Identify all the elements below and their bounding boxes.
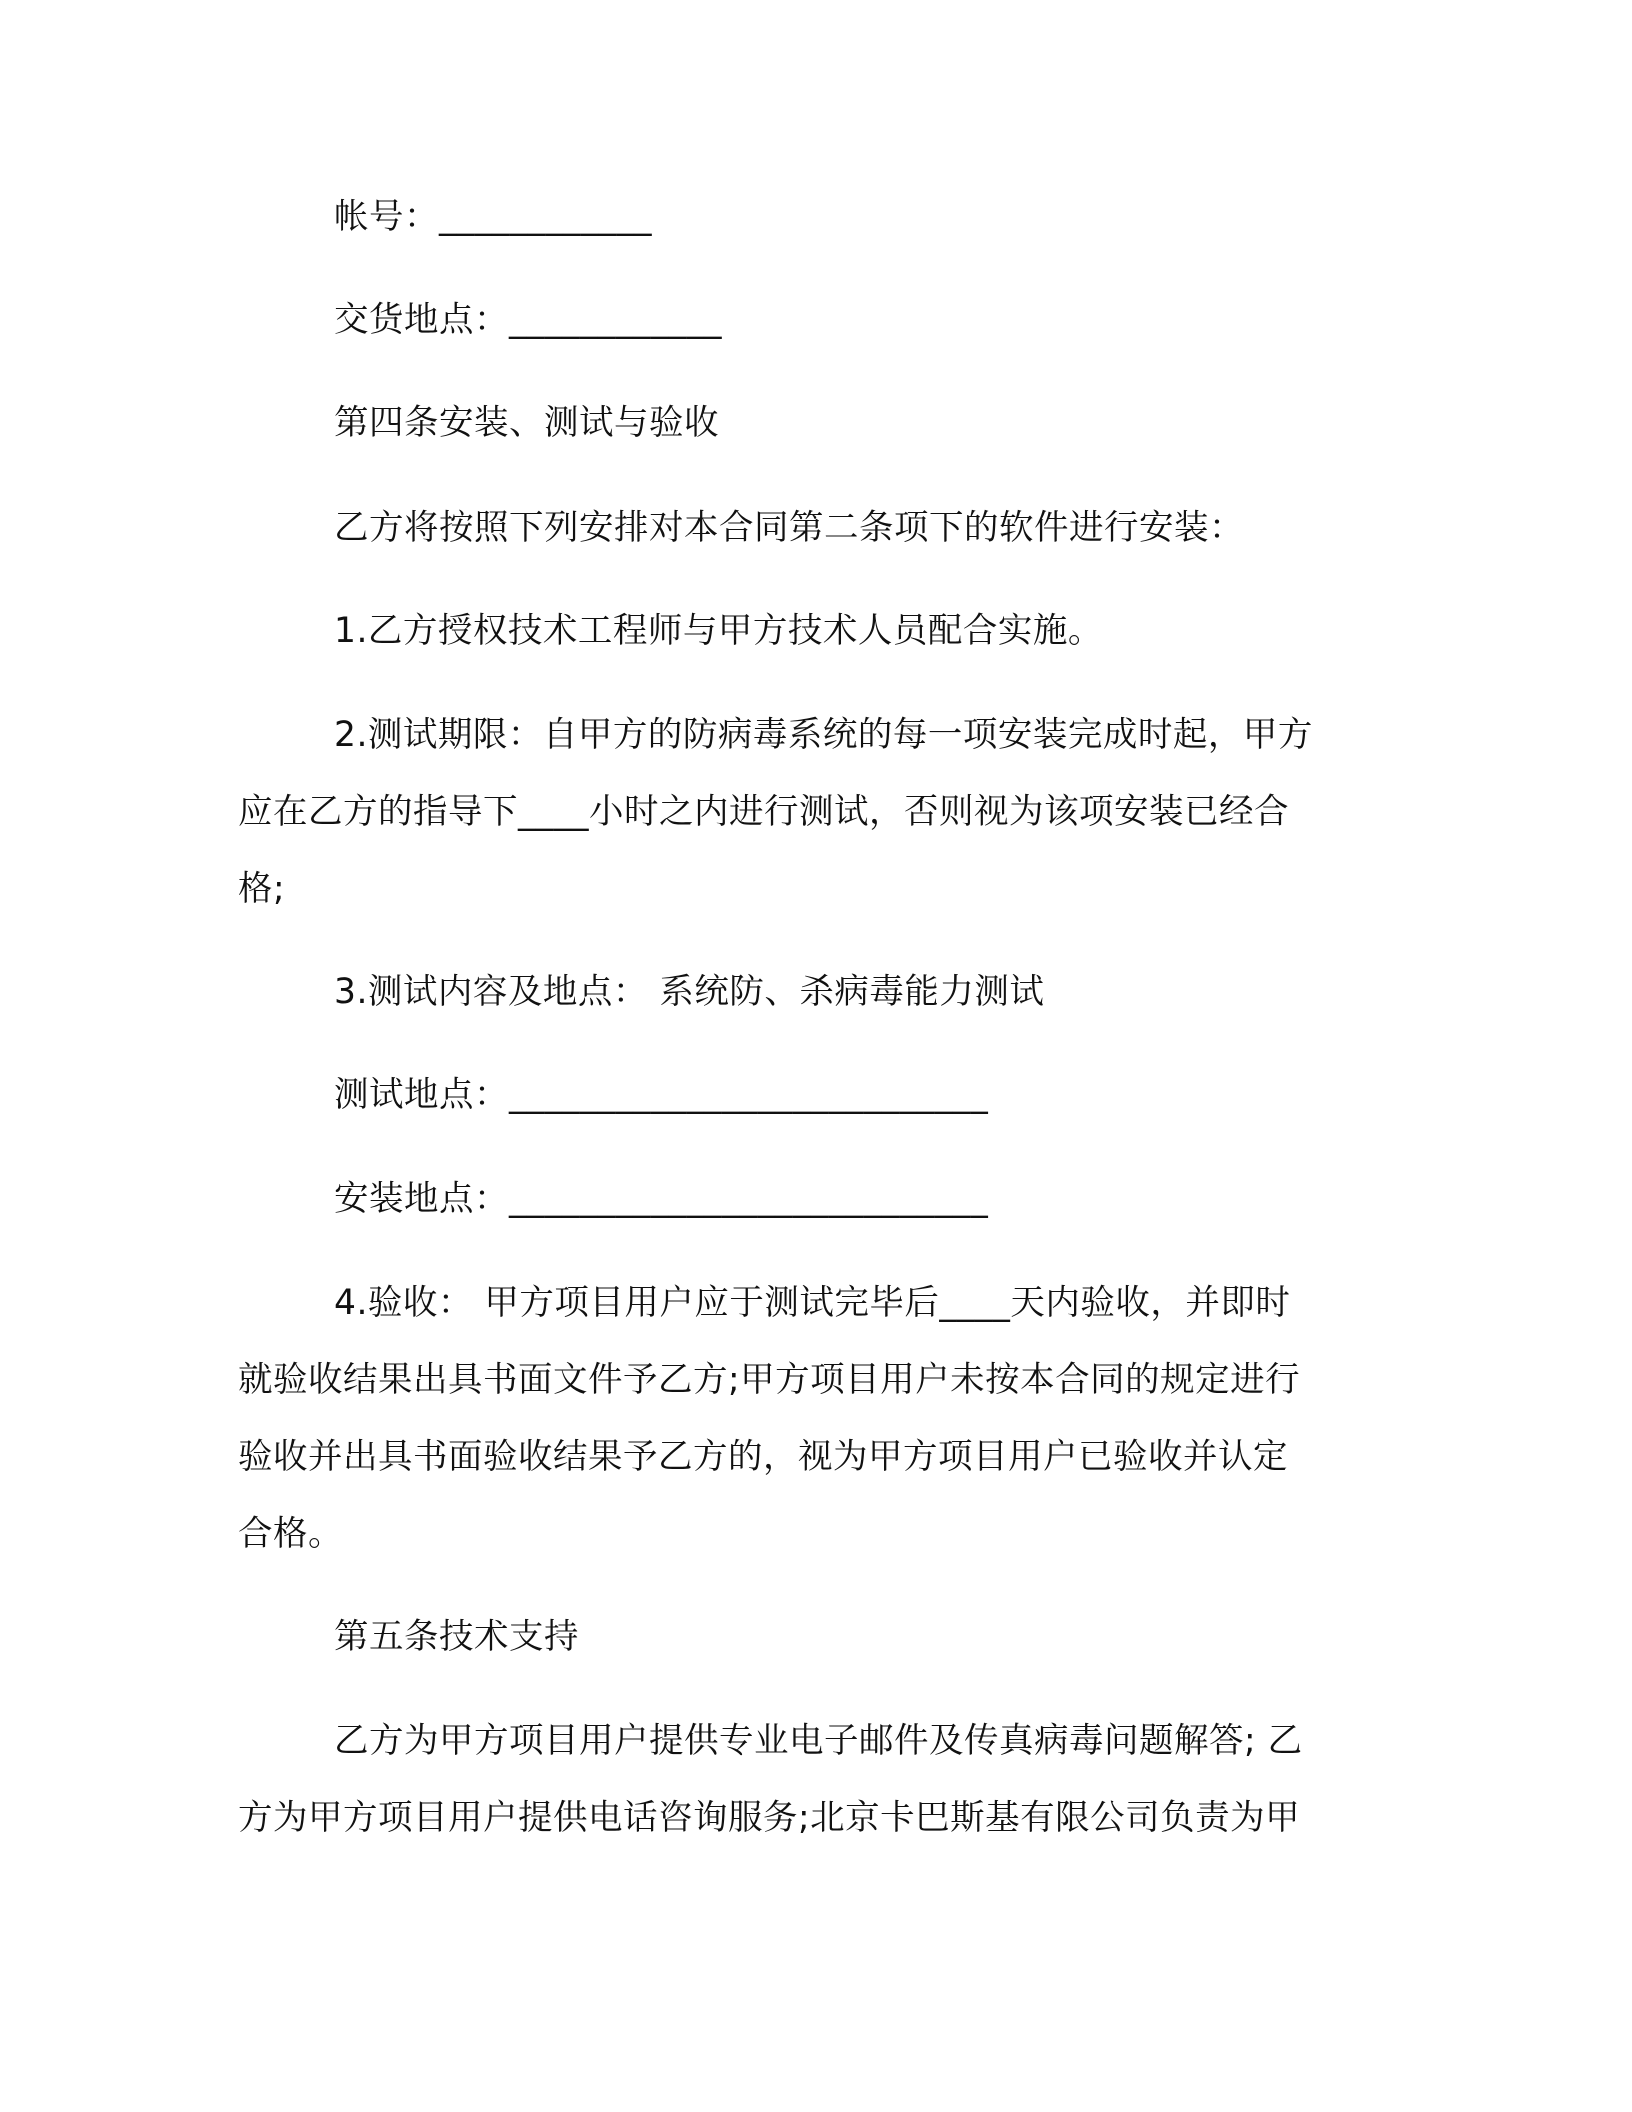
item-4-line: 合格。 — [238, 1514, 343, 1554]
item-4-line: 验收并出具书面验收结果予乙方的，视为甲方项目用户已验收并认定 — [238, 1437, 1288, 1477]
article-4-intro: 乙方将按照下列安排对本合同第二条项下的软件进行安装： — [334, 508, 1244, 548]
item-2-line: 应在乙方的指导下____小时之内进行测试，否则视为该项安装已经合 — [238, 792, 1289, 832]
article-5-line: 方为甲方项目用户提供电话咨询服务;北京卡巴斯基有限公司负责为甲 — [238, 1798, 1301, 1838]
item-3: 3.测试内容及地点： 系统防、杀病毒能力测试 — [334, 972, 1045, 1012]
article-5-heading: 第五条技术支持 — [334, 1617, 579, 1657]
item-4-line: 4.验收： 甲方项目用户应于测试完毕后____天内验收，并即时 — [334, 1283, 1291, 1323]
item-4-line: 就验收结果出具书面文件予乙方;甲方项目用户未按本合同的规定进行 — [238, 1360, 1301, 1400]
delivery-location-field: 交货地点：____________ — [334, 300, 722, 340]
article-4-heading: 第四条安装、测试与验收 — [334, 403, 719, 443]
item-2-line: 2.测试期限：自甲方的防病毒系统的每一项安装完成时起，甲方 — [334, 715, 1313, 755]
install-location-field: 安装地点：___________________________ — [334, 1179, 989, 1219]
article-5-line: 乙方为甲方项目用户提供专业电子邮件及传真病毒问题解答; 乙 — [334, 1721, 1303, 1761]
item-2-line: 格; — [238, 869, 286, 909]
test-location-field: 测试地点：___________________________ — [334, 1075, 989, 1115]
account-field: 帐号：____________ — [334, 197, 652, 237]
item-1: 1.乙方授权技术工程师与甲方技术人员配合实施。 — [334, 611, 1103, 651]
